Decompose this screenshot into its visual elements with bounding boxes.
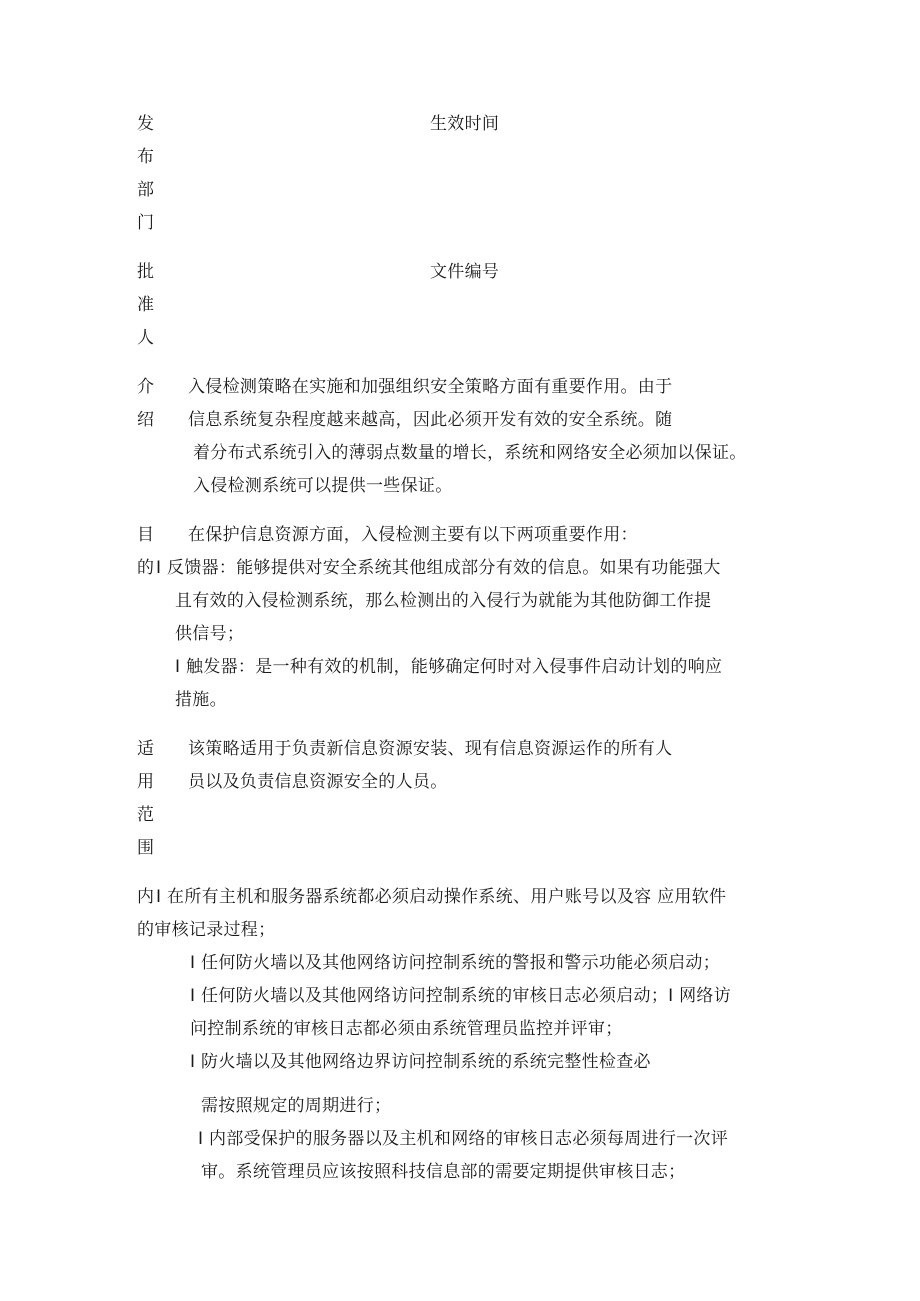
dept-label-char: 部: [137, 180, 154, 200]
intro-line: 信息系统复杂程度越来越高，因此必须开发有效的安全系统。随: [188, 410, 673, 430]
intro-label-char: 介: [137, 377, 154, 397]
content-line: I 内部受保护的服务器以及主机和网络的审核日志必须每周进行一次评: [198, 1129, 729, 1149]
content-line: 的审核记录过程；: [137, 920, 276, 940]
intro-label-char: 绍: [137, 410, 154, 430]
approver-label-char: 准: [137, 295, 154, 315]
dept-label-char: 发: [137, 114, 154, 134]
purpose-line: I 触发器：是一种有效的机制，能够确定何时对入侵事件启动计划的响应: [175, 657, 723, 677]
approver-label-char: 人: [137, 328, 154, 348]
scope-line: 该策略适用于负责新信息资源安装、现有信息资源运作的所有人: [188, 739, 673, 759]
scope-label-char: 适: [137, 739, 154, 759]
dept-label-char: 布: [137, 147, 154, 167]
scope-line: 员以及负责信息资源安全的人员。: [188, 772, 448, 792]
content-line: 问控制系统的审核日志都必须由系统管理员监控并评审；: [190, 1019, 623, 1039]
dept-label-char: 门: [137, 213, 154, 233]
intro-line: 入侵检测系统可以提供一些保证。: [193, 476, 453, 496]
intro-line: 着分布式系统引入的薄弱点数量的增长，系统和网络安全必须加以保证。: [193, 443, 747, 463]
purpose-line: I 反馈器：能够提供对安全系统其他组成部分有效的信息。如果有功能强大: [156, 558, 721, 578]
content-label: 内: [137, 887, 154, 907]
effective-time-label: 生效时间: [430, 114, 500, 134]
content-line: 需按照规定的周期进行；: [201, 1096, 392, 1116]
scope-label-char: 用: [137, 772, 154, 792]
scope-label-char: 围: [137, 838, 154, 858]
content-line: I 在所有主机和服务器系统都必须启动操作系统、用户账号以及容 应用软件: [156, 887, 727, 907]
content-line: I 防火墙以及其他网络边界访问控制系统的系统完整性检查必: [190, 1052, 651, 1072]
purpose-label-char: 的: [137, 558, 154, 578]
purpose-line: 供信号；: [175, 624, 245, 644]
doc-number-label: 文件编号: [430, 262, 500, 282]
purpose-label-char: 目: [137, 525, 154, 545]
purpose-line: 且有效的入侵检测系统，那么检测出的入侵行为就能为其他防御工作提: [175, 591, 712, 611]
content-line: I 任何防火墙以及其他网络访问控制系统的审核日志必须启动；I 网络访: [190, 986, 732, 1006]
intro-line: 入侵检测策略在实施和加强组织安全策略方面有重要作用。由于: [188, 377, 673, 397]
scope-label-char: 范: [137, 805, 154, 825]
content-line: 审。系统管理员应该按照科技信息部的需要定期提供审核日志；: [201, 1162, 686, 1182]
purpose-line: 措施。: [175, 690, 227, 710]
approver-label-char: 批: [137, 262, 154, 282]
content-line: I 任何防火墙以及其他网络访问控制系统的警报和警示功能必须启动；: [190, 953, 721, 973]
purpose-line: 在保护信息资源方面，入侵检测主要有以下两项重要作用：: [188, 525, 638, 545]
